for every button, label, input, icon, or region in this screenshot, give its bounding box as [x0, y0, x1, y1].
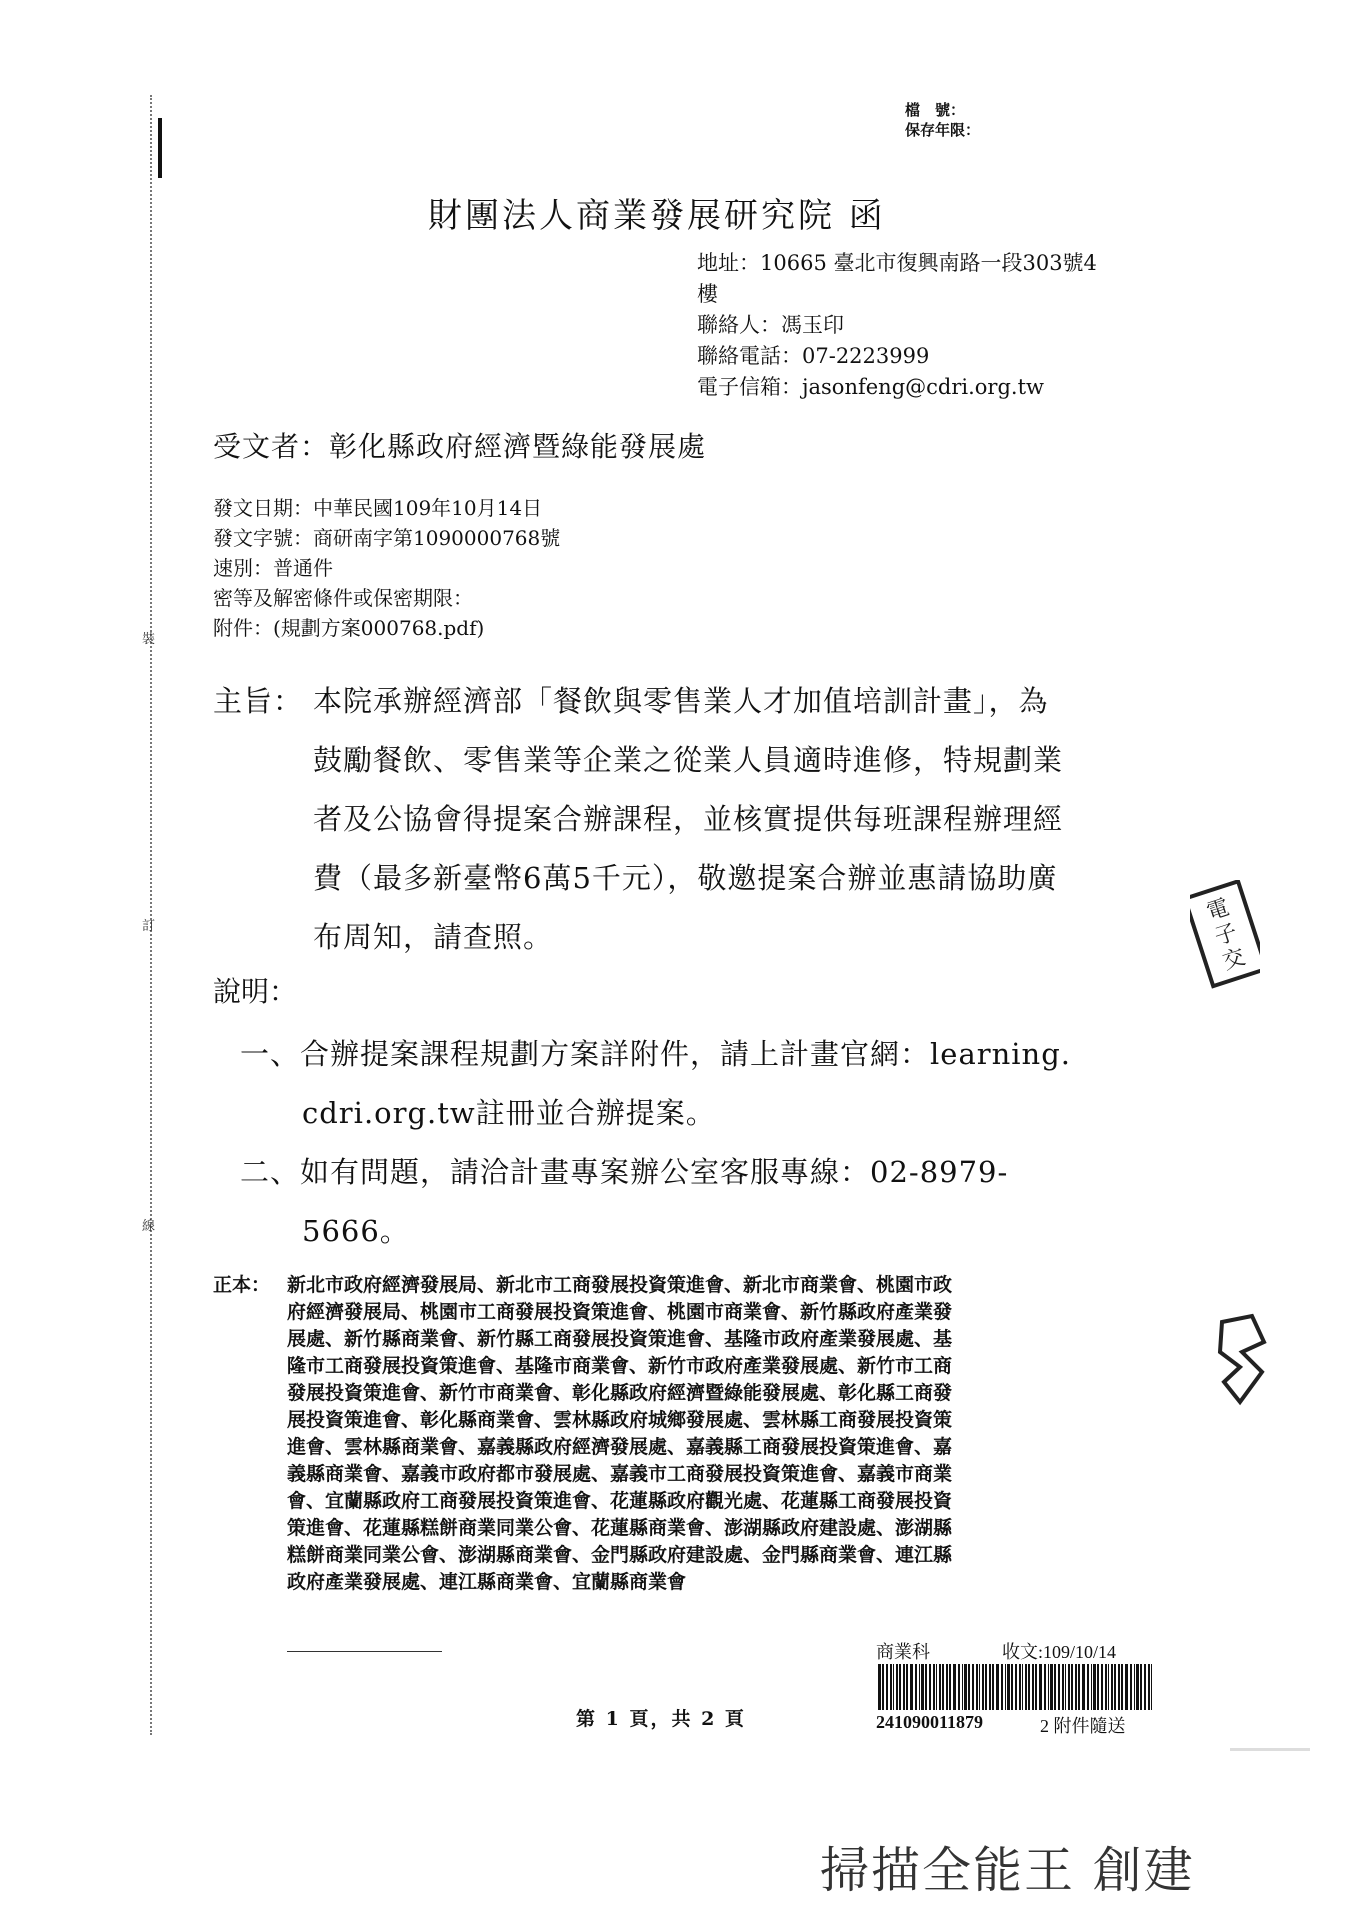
- explain-item-1-line-2: cdri.org.tw註冊並合辦提案。: [302, 1096, 716, 1130]
- document-title: 財團法人商業發展研究院 函: [428, 196, 886, 236]
- barcode-bar: [946, 1664, 948, 1710]
- barcode-bar: [1001, 1664, 1003, 1710]
- barcode-bar: [903, 1664, 905, 1710]
- recipient: 受文者：彰化縣政府經濟暨綠能發展處: [213, 430, 707, 463]
- binding-mark-ding: 訂: [142, 919, 156, 934]
- barcode-bar: [890, 1664, 892, 1710]
- scanner-watermark: 掃描全能王 創建: [820, 1842, 1195, 1899]
- subject-line: 鼓勵餐飲、零售業等企業之從業人員適時進修，特規劃業: [313, 743, 1064, 777]
- distribution-line: 展投資策進會、彰化縣商業會、雲林縣政府城鄉發展處、雲林縣工商發展投資策: [287, 1409, 953, 1431]
- barcode-bar: [1044, 1664, 1046, 1710]
- scan-artifact: [1230, 1748, 1310, 1751]
- explain-label: 說明：: [213, 975, 298, 1008]
- barcode-bar: [1097, 1664, 1099, 1710]
- barcode-bar: [1028, 1664, 1030, 1710]
- barcode-bar: [919, 1664, 920, 1710]
- barcode-bar: [953, 1664, 956, 1710]
- barcode-bar: [1039, 1664, 1042, 1710]
- barcode-bar: [1091, 1664, 1092, 1710]
- distribution-line: 發展投資策進會、新竹市商業會、彰化縣政府經濟暨綠能發展處、彰化縣工商發: [287, 1382, 953, 1404]
- distribution-line: 新北市政府經濟發展局、新北市工商發展投資策進會、新北市商業會、桃園市政: [287, 1274, 953, 1296]
- distribution-label: 正本：: [213, 1274, 271, 1296]
- meta-block: [213, 493, 560, 643]
- barcode-bar: [982, 1664, 984, 1710]
- barcode-bar: [962, 1664, 963, 1710]
- barcode-bar: [1065, 1664, 1066, 1710]
- archive-file-no: 檔 號：: [905, 101, 966, 119]
- contact-block: [697, 248, 1097, 403]
- meta-secrecy: 密等及解密條件或保密期限：: [213, 586, 473, 610]
- distribution-line: 展處、新竹縣商業會、新竹縣工商發展投資策進會、基隆市政府產業發展處、基: [287, 1328, 953, 1350]
- subject-line: 費（最多新臺幣6萬5千元），敬邀提案合辦並惠請協助廣: [313, 861, 1058, 895]
- barcode-bar: [949, 1664, 951, 1710]
- barcode-bar: [972, 1664, 974, 1710]
- barcode-bar: [985, 1664, 987, 1710]
- receipt-attachment-note: 2 附件隨送: [1040, 1716, 1126, 1736]
- barcode-bar: [942, 1664, 944, 1710]
- barcode-bar: [1105, 1664, 1107, 1710]
- barcode-bar: [1136, 1664, 1139, 1710]
- receipt-dept: 商業科: [876, 1642, 930, 1662]
- distribution-line: 隆市工商發展投資策進會、基隆市商業會、新竹市政府產業發展處、新竹市工商: [287, 1355, 953, 1377]
- barcode-bar: [1035, 1664, 1037, 1710]
- barcode-bar: [899, 1664, 901, 1710]
- barcode-bar: [1071, 1664, 1073, 1710]
- barcode-bar: [910, 1664, 913, 1710]
- barcode-bar: [1058, 1664, 1060, 1710]
- barcode-bar: [989, 1664, 991, 1710]
- seal-char-2: 子: [1211, 919, 1241, 951]
- barcode-bar: [893, 1664, 894, 1710]
- barcode-bar: [979, 1664, 980, 1710]
- barcode-bar: [1022, 1664, 1023, 1710]
- barcode-bar: [1019, 1664, 1021, 1710]
- explain-item-2-line-2: 5666。: [302, 1214, 410, 1248]
- subject-line: 者及公協會得提案合辦課程，並核實提供每班課程辦理經: [313, 802, 1064, 836]
- barcode-bar: [1118, 1664, 1120, 1710]
- barcode-bar: [968, 1664, 970, 1710]
- barcode-bar: [1048, 1664, 1049, 1710]
- archive-retention: 保存年限：: [905, 121, 981, 139]
- binding-bar: [158, 118, 162, 178]
- barcode-bar: [1011, 1664, 1013, 1710]
- distribution-line: 會、宜蘭縣政府工商發展投資策進會、花蓮縣政府觀光處、花蓮縣工商發展投資: [287, 1490, 953, 1512]
- barcode-bar: [1068, 1664, 1070, 1710]
- contact-address-1: 地址：10665 臺北市復興南路一段303號4: [697, 251, 1097, 275]
- distribution-line: 策進會、花蓮縣糕餅商業同業公會、花蓮縣商業會、澎湖縣政府建設處、澎湖縣: [287, 1517, 953, 1539]
- barcode-bar: [1134, 1664, 1135, 1710]
- barcode: [876, 1664, 1156, 1710]
- meta-speed: 速別：普通件: [213, 556, 333, 580]
- barcode-bar: [878, 1664, 881, 1710]
- barcode-bar: [929, 1664, 931, 1710]
- barcode-bar: [1062, 1664, 1064, 1710]
- page-number: 第 1 頁，共 2 頁: [576, 1708, 746, 1730]
- barcode-bar: [1125, 1664, 1128, 1710]
- binding-mark-zhuang: 裝: [142, 632, 156, 647]
- subject-body: [313, 672, 1143, 967]
- contact-phone: 聯絡電話：07-2223999: [697, 344, 930, 368]
- distribution-line: 府經濟發展局、桃園市工商發展投資策進會、桃園市商業會、新竹縣政府產業發: [287, 1301, 953, 1323]
- binding-mark-xian: 線: [142, 1219, 156, 1234]
- barcode-bar: [1130, 1664, 1132, 1710]
- barcode-bar: [1093, 1664, 1096, 1710]
- barcode-bar: [896, 1664, 898, 1710]
- barcode-bar: [1108, 1664, 1109, 1710]
- barcode-bar: [1144, 1664, 1146, 1710]
- barcode-bar: [915, 1664, 917, 1710]
- contact-email: 電子信箱：jasonfeng@cdri.org.tw: [697, 375, 1044, 399]
- barcode-bar: [958, 1664, 960, 1710]
- distribution-line: 糕餅商業同業公會、澎湖縣商業會、金門縣政府建設處、金門縣商業會、連江縣: [287, 1544, 953, 1566]
- barcode-bar: [1007, 1664, 1010, 1710]
- barcode-bar: [1082, 1664, 1085, 1710]
- explain-item-1-line-1: 一、合辦提案課程規劃方案詳附件，請上計畫官網：learning.: [240, 1037, 1072, 1071]
- barcode-bar: [1140, 1664, 1142, 1710]
- barcode-bar: [882, 1664, 884, 1710]
- barcode-bar: [976, 1664, 978, 1710]
- barcode-bar: [992, 1664, 994, 1710]
- contact-address-2: 樓: [697, 282, 718, 306]
- distribution-line: 義縣商業會、嘉義市政府都市發展處、嘉義市工商發展投資策進會、嘉義市商業: [287, 1463, 953, 1485]
- meta-date: 發文日期：中華民國109年10月14日: [213, 496, 543, 520]
- distribution-line: 進會、雲林縣商業會、嘉義縣政府經濟發展處、嘉義縣工商發展投資策進會、嘉: [287, 1436, 953, 1458]
- distribution-line: 政府產業發展處、連江縣商業會、宜蘭縣商業會: [287, 1571, 687, 1593]
- barcode-bar: [1050, 1664, 1053, 1710]
- barcode-bar: [1087, 1664, 1089, 1710]
- barcode-bar: [936, 1664, 937, 1710]
- seal-char-3: 交: [1219, 944, 1249, 976]
- barcode-bar: [1075, 1664, 1077, 1710]
- barcode-bar: [933, 1664, 935, 1710]
- barcode-bar: [886, 1664, 888, 1710]
- receipt-stamp: [872, 1636, 1160, 1736]
- barcode-bar: [996, 1664, 999, 1710]
- exchange-seal: [1190, 880, 1260, 990]
- subject-line: 布周知，請查照。: [313, 920, 554, 954]
- stamp-fragment: [1212, 1312, 1272, 1408]
- barcode-bar: [1015, 1664, 1017, 1710]
- receipt-date: 收文:109/10/14: [1002, 1642, 1117, 1662]
- barcode-bar: [939, 1664, 941, 1710]
- barcode-bar: [921, 1664, 924, 1710]
- barcode-bar: [906, 1664, 908, 1710]
- subject-line: 本院承辦經濟部「餐飲與零售業人才加值培訓計畫」，為: [313, 684, 1049, 718]
- explain-item-2-line-1: 二、如有問題，請洽計畫專案辦公室客服專線：02-8979-: [240, 1155, 1009, 1189]
- barcode-bar: [1078, 1664, 1080, 1710]
- barcode-bar: [1114, 1664, 1116, 1710]
- barcode-bar: [1121, 1664, 1123, 1710]
- barcode-bar: [1151, 1664, 1152, 1710]
- barcode-bar: [1032, 1664, 1034, 1710]
- barcode-bar: [964, 1664, 967, 1710]
- seal-char-1: 電: [1203, 895, 1233, 926]
- barcode-bar: [925, 1664, 927, 1710]
- barcode-bar: [1148, 1664, 1150, 1710]
- distribution-list: [287, 1272, 1159, 1596]
- barcode-bar: [1111, 1664, 1113, 1710]
- archive-info: [905, 100, 980, 140]
- contact-person: 聯絡人：馮玉印: [697, 313, 844, 337]
- meta-attachment: 附件：(規劃方案000768.pdf): [213, 616, 485, 640]
- receipt-number: 241090011879: [876, 1712, 984, 1732]
- barcode-bar: [1025, 1664, 1027, 1710]
- barcode-bar: [1005, 1664, 1006, 1710]
- distribution-underline: [287, 1651, 442, 1652]
- barcode-bar: [1054, 1664, 1056, 1710]
- subject-label: 主旨：: [213, 684, 304, 718]
- barcode-bar: [1101, 1664, 1103, 1710]
- meta-ref: 發文字號：商研南字第1090000768號: [213, 526, 561, 550]
